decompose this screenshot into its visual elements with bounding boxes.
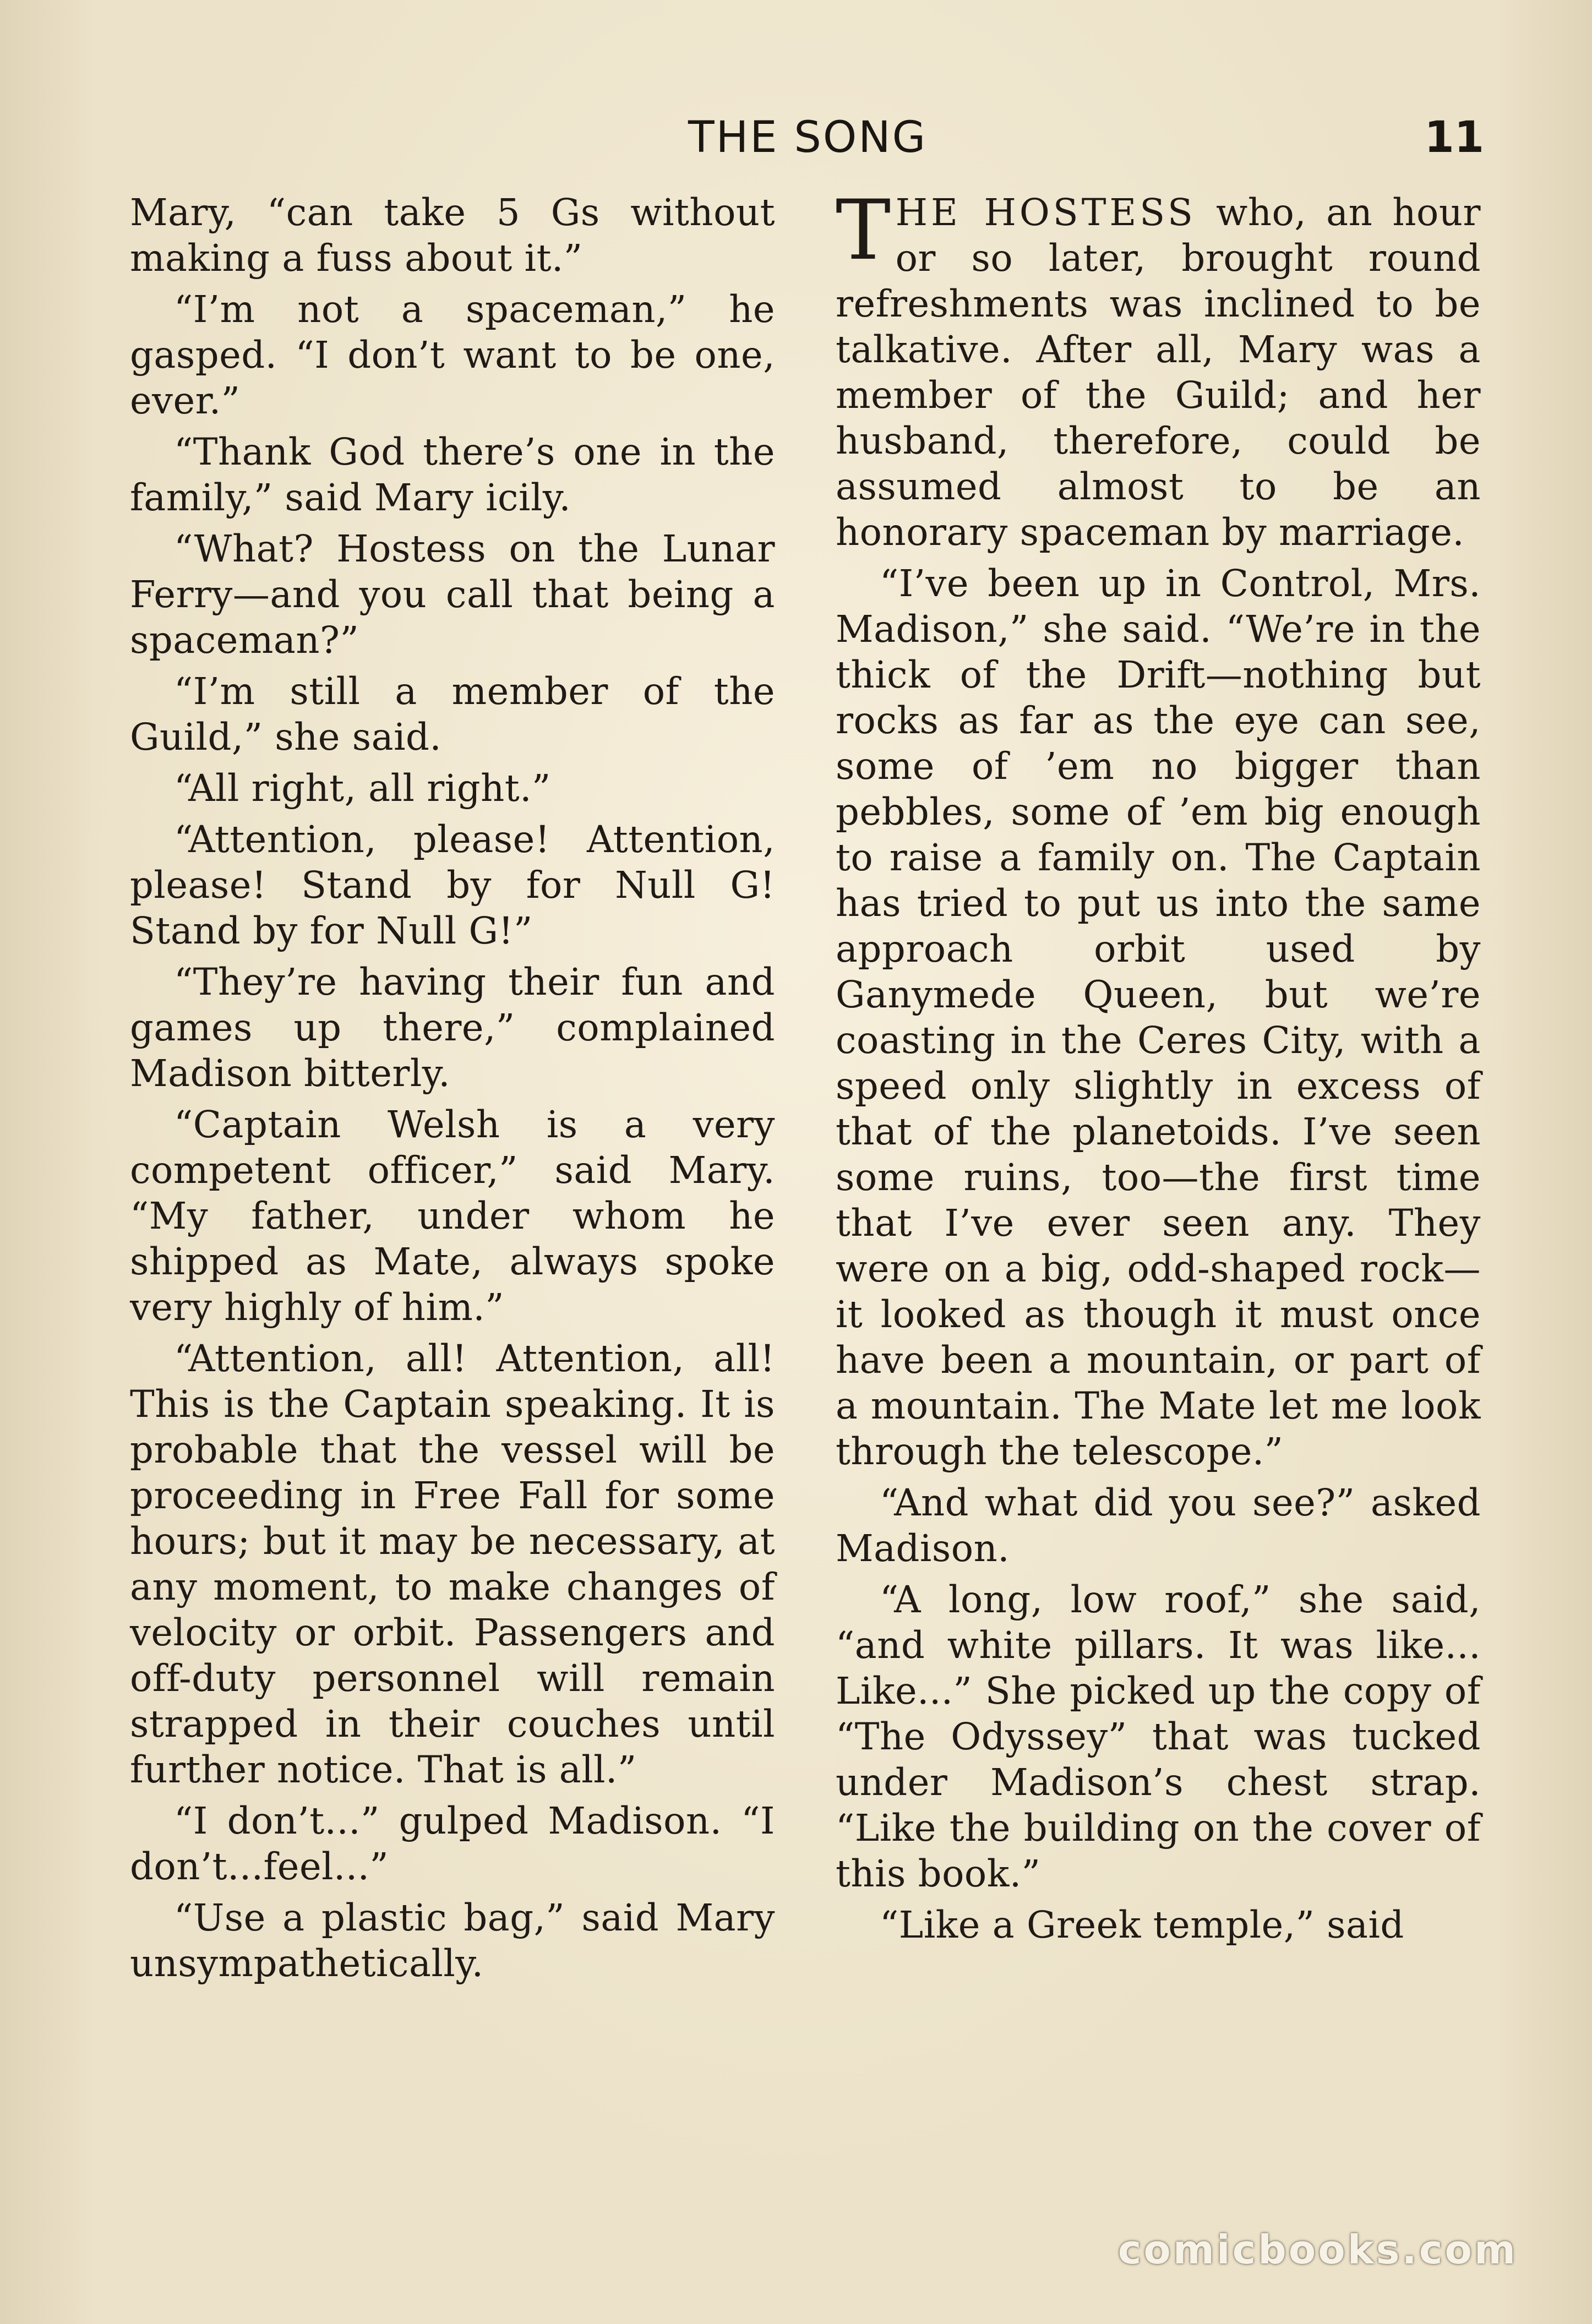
paragraph: “Thank God there’s one in the family,” said Mary icily.	[130, 430, 775, 519]
paragraph: “All right, all right.”	[174, 767, 551, 810]
paragraph: “Attention, please! Attention, please! Stand by for Null G! Stand by for Null G!”	[130, 818, 775, 952]
right-column	[836, 183, 1481, 1954]
drop-cap: T	[836, 183, 891, 279]
paragraph: “They’re having their fun and games up there,” complained Madison bitterly.	[130, 961, 775, 1095]
paragraph: “Use a plastic bag,” said Mary unsympathetically.	[130, 1896, 775, 1985]
paragraph: “Like a Greek temple,” said	[880, 1903, 1404, 1946]
left-column	[130, 190, 775, 1992]
page-number: 11	[1424, 113, 1484, 162]
paragraph: “Attention, all! Attention, all! This is the Captain speaking. It is probable that the vessel will be proceeding in Free Fall for some hours; but it may be necessary, at any moment, to make changes of velocity or orbit. Passengers and off-duty personnel will remain strapped in their couches until further notice. That is all.”	[130, 1337, 775, 1791]
paragraph: “What? Hostess on the Lunar Ferry—and you call that being a spaceman?”	[130, 527, 775, 662]
opening-text: who, an hour or so later, brought round refreshments was inclined to be talkative. After all, Mary was a member of the Guild; and her husband, therefore, could be assumed almost to be an honorary spaceman by marriage.	[836, 191, 1481, 554]
paragraph: Mary, “can take 5 Gs without making a fuss about it.”	[130, 191, 775, 280]
site-watermark: comicbooks.com	[1117, 2227, 1518, 2273]
paragraph: “I’m not a spaceman,” he gasped. “I don’t want to be one, ever.”	[130, 288, 775, 422]
paragraph: “I’m still a member of the Guild,” she said.	[130, 670, 775, 759]
running-head	[0, 113, 1592, 173]
opening-paragraph	[836, 183, 1481, 555]
paragraph: “A long, low roof,” she said, “and white pillars. It was like... Like...” She picked up the copy of “The Odyssey” that was tucked under Madison’s chest strap. “Like the building on the cover of this book.”	[836, 1578, 1481, 1895]
opening-caps: HE HOSTESS	[895, 191, 1196, 234]
paragraph: “And what did you see?” asked Madison.	[836, 1481, 1481, 1570]
running-title: THE SONG	[688, 113, 928, 162]
paragraph: “I don’t...” gulped Madison. “I don’t...feel...”	[130, 1799, 775, 1888]
paragraph: “Captain Welsh is a very competent officer,” said Mary. “My father, under whom he shipped as Mate, always spoke very highly of him.”	[130, 1103, 775, 1329]
paragraph: “I’ve been up in Control, Mrs. Madison,” she said. “We’re in the thick of the Drift—nothing but rocks as far as the eye can see, some of ’em no bigger than pebbles, some of ’em big enough to raise a family on. The Captain has tried to put us into the same approach orbit used by Ganymede Queen, but we’re coasting in the Ceres City, with a speed only slightly in excess of that of the planetoids. I’ve seen some ruins, too—the first time that I’ve ever seen any. They were on a big, odd-shaped rock—it looked as though it must once have been a mountain, or part of a mountain. The Mate let me look through the telescope.”	[836, 562, 1481, 1473]
